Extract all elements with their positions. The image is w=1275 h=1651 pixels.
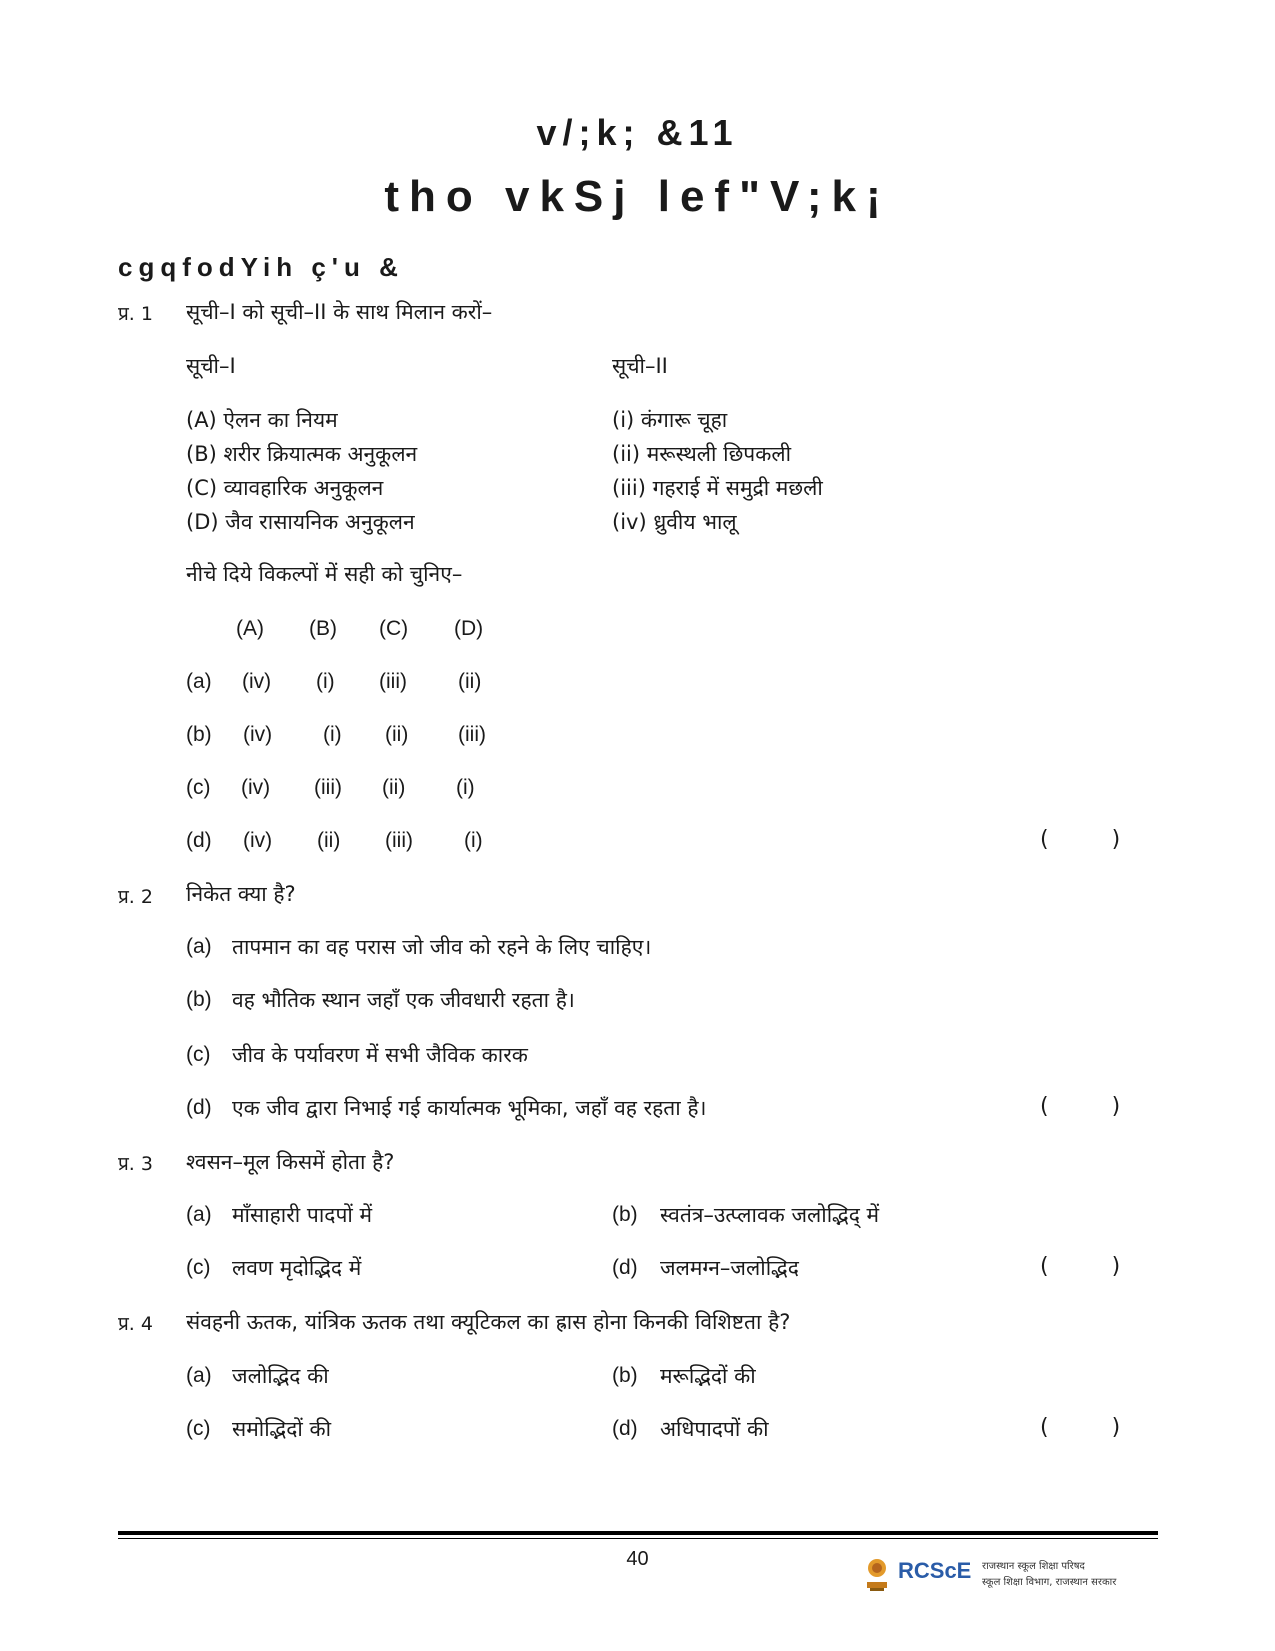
match-column-header: (A)	[236, 617, 264, 640]
option-text: समोद्भिदों की	[232, 1417, 332, 1441]
option-label: (b)	[612, 1203, 638, 1226]
match-cell: (ii)	[382, 776, 406, 799]
option-label: (c)	[186, 776, 211, 799]
logo-tagline: राजस्थान स्कूल शिक्षा परिषद	[982, 1561, 1085, 1572]
question-4-number: प्र. 4	[118, 1313, 153, 1335]
list-1-item: (A) ऐलन का नियम	[186, 408, 338, 432]
page-number: 40	[626, 1548, 649, 1570]
option-label: (d)	[612, 1417, 638, 1440]
match-cell: (i)	[464, 829, 483, 852]
option-label: (a)	[186, 935, 212, 958]
list-2-item: (i) कंगारू चूहा	[612, 408, 728, 432]
match-cell: (iv)	[241, 776, 271, 799]
list-1-item: (C) व्यावहारिक अनुकूलन	[186, 476, 384, 500]
option-label: (b)	[186, 988, 212, 1011]
option-text: माँसाहारी पादपों में	[232, 1203, 373, 1227]
logo-wordmark: RCScE	[898, 1558, 972, 1583]
option-text: जलोद्भिद की	[232, 1364, 329, 1388]
match-cell: (iii)	[385, 829, 413, 852]
answer-bracket[interactable]: ( )	[1040, 827, 1149, 852]
question-1-number: प्र. 1	[118, 303, 153, 325]
match-cell: (ii)	[458, 670, 482, 693]
match-cell: (ii)	[385, 723, 409, 746]
rcsce-logo	[862, 1552, 1147, 1598]
option-label: (b)	[186, 723, 212, 746]
list-2-item: (iv) ध्रुवीय भालू	[612, 510, 737, 534]
option-text: अधिपादपों की	[660, 1417, 769, 1441]
match-cell: (iv)	[243, 829, 273, 852]
option-text: जलमग्न–जलोद्भिद	[660, 1256, 799, 1280]
question-1-instruction: नीचे दिये विकल्पों में सही को चुनिए–	[186, 562, 463, 586]
match-cell: (ii)	[317, 829, 341, 852]
question-4-text: संवहनी ऊतक, यांत्रिक ऊतक तथा क्यूटिकल का ह्रास होना किनकी विशिष्टता है?	[186, 1310, 791, 1334]
option-label: (d)	[186, 829, 212, 852]
list-1-item: (D) जैव रासायनिक अनुकूलन	[186, 510, 415, 534]
chapter-heading: v/;k; &11	[536, 112, 739, 153]
option-label: (c)	[186, 1256, 211, 1279]
option-label: (b)	[612, 1364, 638, 1387]
state-emblem-icon	[862, 1554, 892, 1594]
option-label: (c)	[186, 1417, 211, 1440]
answer-bracket[interactable]: ( )	[1040, 1094, 1149, 1119]
answer-bracket[interactable]: ( )	[1040, 1254, 1149, 1279]
match-cell: (iii)	[314, 776, 342, 799]
match-column-header: (B)	[309, 617, 337, 640]
question-2-number: प्र. 2	[118, 886, 153, 908]
footer-rule	[118, 1531, 1158, 1535]
list-2-item: (iii) गहराई में समुद्री मछली	[612, 476, 823, 500]
question-3-number: प्र. 3	[118, 1153, 153, 1175]
option-label: (d)	[612, 1256, 638, 1279]
list-2-heading: सूची–II	[612, 354, 668, 378]
match-cell: (iv)	[242, 670, 272, 693]
option-text: स्वतंत्र–उत्प्लावक जलोद्भिद् में	[660, 1203, 880, 1227]
match-cell: (i)	[323, 723, 342, 746]
footer-rule-thin	[118, 1538, 1158, 1539]
match-column-header: (D)	[454, 617, 484, 640]
chapter-title: tho vkSj lef"V;k¡	[384, 172, 891, 221]
section-heading: cgqfodYih ç'u &	[118, 252, 404, 282]
answer-bracket[interactable]: ( )	[1040, 1415, 1149, 1440]
match-cell: (i)	[316, 670, 335, 693]
option-label: (c)	[186, 1043, 211, 1066]
option-text: लवण मृदोद्भिद में	[232, 1256, 362, 1280]
option-label: (a)	[186, 670, 212, 693]
option-text: तापमान का वह परास जो जीव को रहने के लिए चाहिए।	[232, 935, 652, 959]
question-3-text: श्वसन–मूल किसमें होता है?	[186, 1150, 395, 1174]
match-cell: (iii)	[379, 670, 407, 693]
option-text: जीव के पर्यावरण में सभी जैविक कारक	[232, 1043, 528, 1067]
option-text: एक जीव द्वारा निभाई गई कार्यात्मक भूमिका, जहाँ वह रहता है।	[232, 1096, 707, 1120]
option-label: (d)	[186, 1096, 212, 1119]
list-1-heading: सूची–I	[186, 354, 236, 378]
option-label: (a)	[186, 1203, 212, 1226]
question-1-text: सूची–I को सूची–II के साथ मिलान करों–	[186, 300, 493, 324]
question-2-text: निकेत क्या है?	[186, 882, 296, 906]
logo-tagline: स्कूल शिक्षा विभाग, राजस्थान सरकार	[982, 1577, 1117, 1588]
match-column-header: (C)	[379, 617, 409, 640]
list-2-item: (ii) मरूस्थली छिपकली	[612, 442, 792, 466]
option-label: (a)	[186, 1364, 212, 1387]
option-text: वह भौतिक स्थान जहाँ एक जीवधारी रहता है।	[232, 988, 575, 1012]
list-1-item: (B) शरीर क्रियात्मक अनुकूलन	[186, 442, 418, 466]
match-cell: (iii)	[458, 723, 486, 746]
option-text: मरूद्भिदों की	[660, 1364, 756, 1388]
match-cell: (i)	[456, 776, 475, 799]
match-cell: (iv)	[243, 723, 273, 746]
